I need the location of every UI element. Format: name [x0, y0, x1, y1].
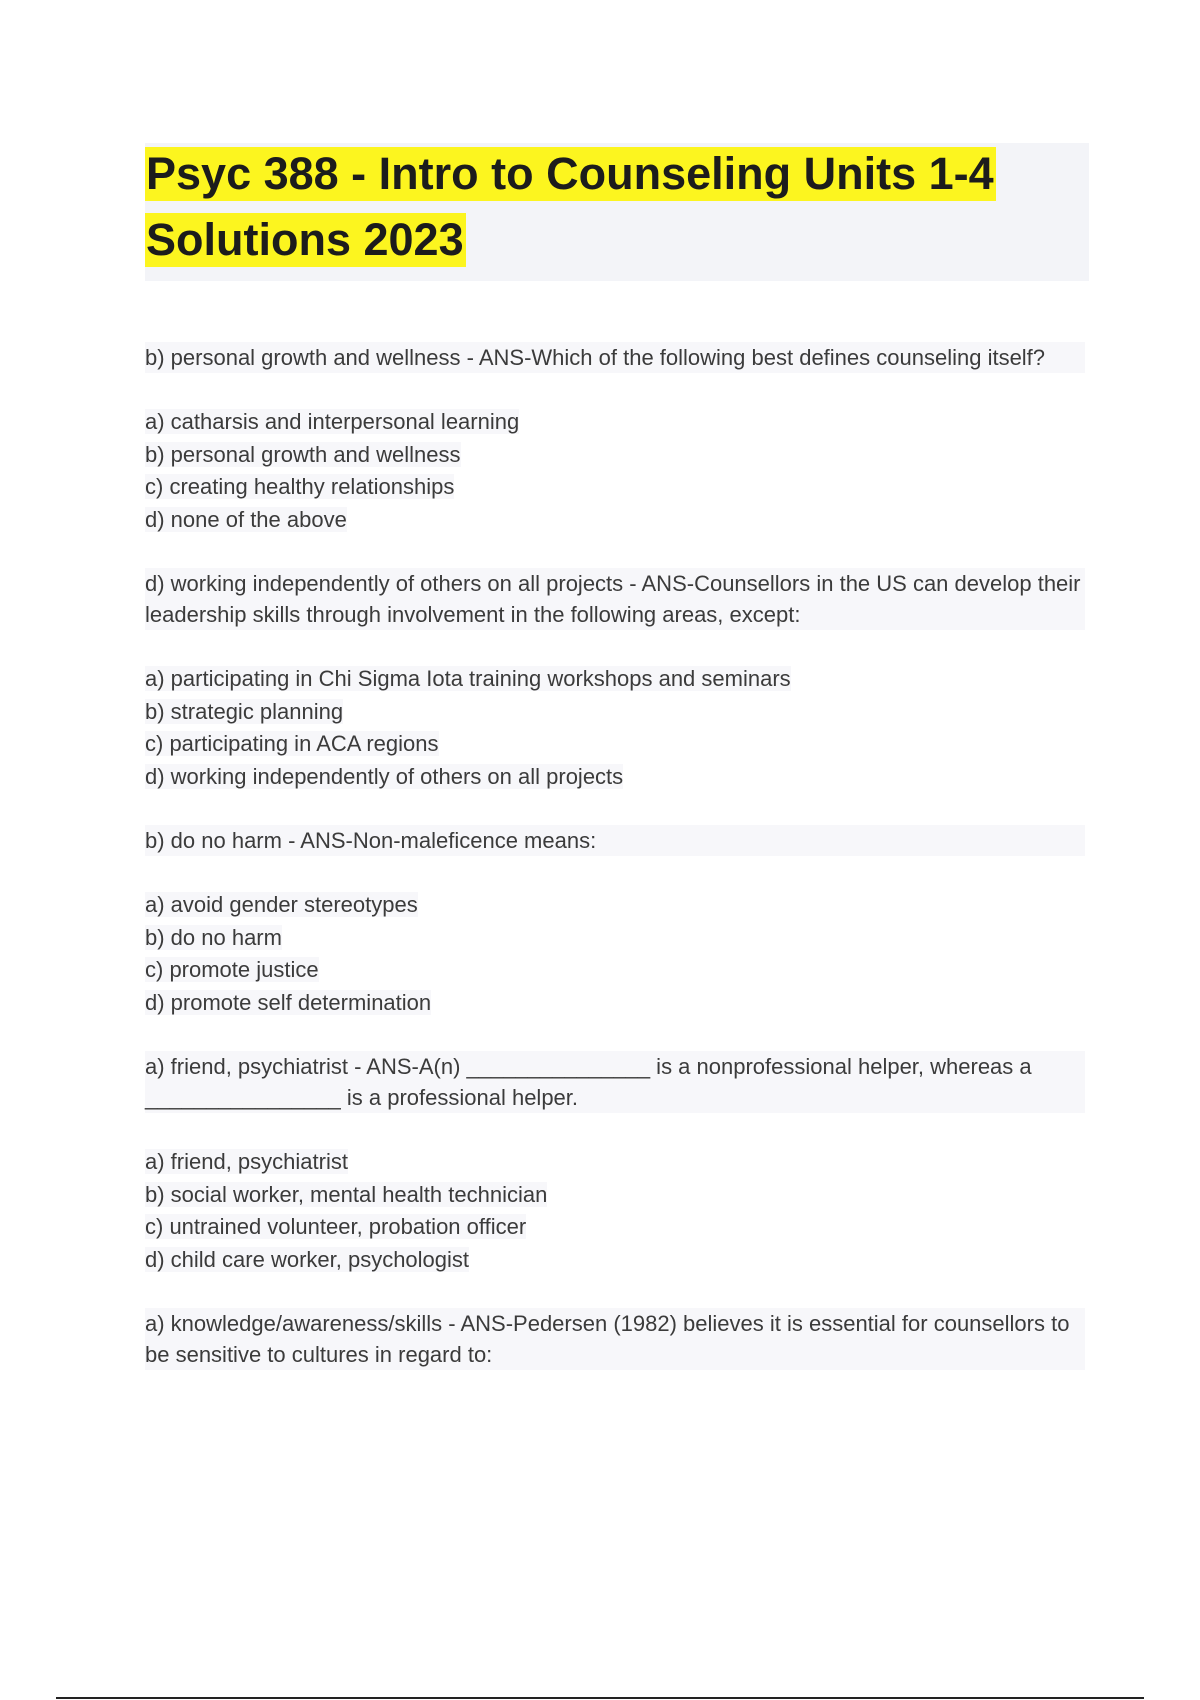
document-title-block	[145, 143, 1089, 281]
answer-option: a) catharsis and interpersonal learning	[145, 409, 520, 434]
answer-option: b) do no harm	[145, 924, 282, 950]
qa-item	[145, 1308, 1085, 1370]
answer-option: d) none of the above	[145, 506, 347, 532]
answer-option: a) participating in Chi Sigma Iota training workshops and seminars	[145, 666, 791, 691]
answer-option: c) untrained volunteer, probation officer	[145, 1214, 527, 1239]
answer-option: c) creating healthy relationships	[145, 474, 455, 499]
question-text: a) friend, psychiatrist - ANS-A(n) _______________ is a nonprofessional helper, whereas a ________________ is a professional helper.	[145, 1051, 1085, 1113]
answer-options	[145, 889, 1085, 1019]
document-title-line-1: Psyc 388 - Intro to Counseling Units 1-4	[146, 148, 994, 199]
document-title-line-2: Solutions 2023	[146, 214, 464, 265]
answer-options	[145, 406, 1085, 536]
answer-option: b) social worker, mental health technician	[145, 1181, 548, 1207]
answer-option: c) promote justice	[145, 957, 319, 982]
qa-item	[145, 825, 1085, 1019]
answer-option: a) avoid gender stereotypes	[145, 892, 418, 917]
answer-option: d) working independently of others on all projects	[145, 763, 624, 789]
qa-item	[145, 1051, 1085, 1276]
answer-options	[145, 663, 1085, 793]
answer-option: b) personal growth and wellness	[145, 441, 461, 467]
qa-item	[145, 568, 1085, 793]
answer-options	[145, 1146, 1085, 1276]
answer-option: d) child care worker, psychologist	[145, 1246, 470, 1272]
answer-option: a) friend, psychiatrist	[145, 1149, 348, 1174]
question-text: a) knowledge/awareness/skills - ANS-Pedersen (1982) believes it is essential for counsellors to be sensitive to cultures in regard to:	[145, 1308, 1085, 1370]
qa-item	[145, 342, 1085, 536]
question-text: b) personal growth and wellness - ANS-Which of the following best defines counseling itself?	[145, 342, 1085, 373]
question-text: d) working independently of others on all projects - ANS-Counsellors in the US can develop their leadership skills through involvement in the following areas, except:	[145, 568, 1085, 630]
answer-option: b) strategic planning	[145, 698, 344, 724]
answer-option: d) promote self determination	[145, 989, 432, 1015]
qa-content	[145, 342, 1085, 1403]
page-bottom-rule	[56, 1697, 1144, 1699]
question-text: b) do no harm - ANS-Non-maleficence means:	[145, 825, 1085, 856]
answer-option: c) participating in ACA regions	[145, 731, 439, 756]
